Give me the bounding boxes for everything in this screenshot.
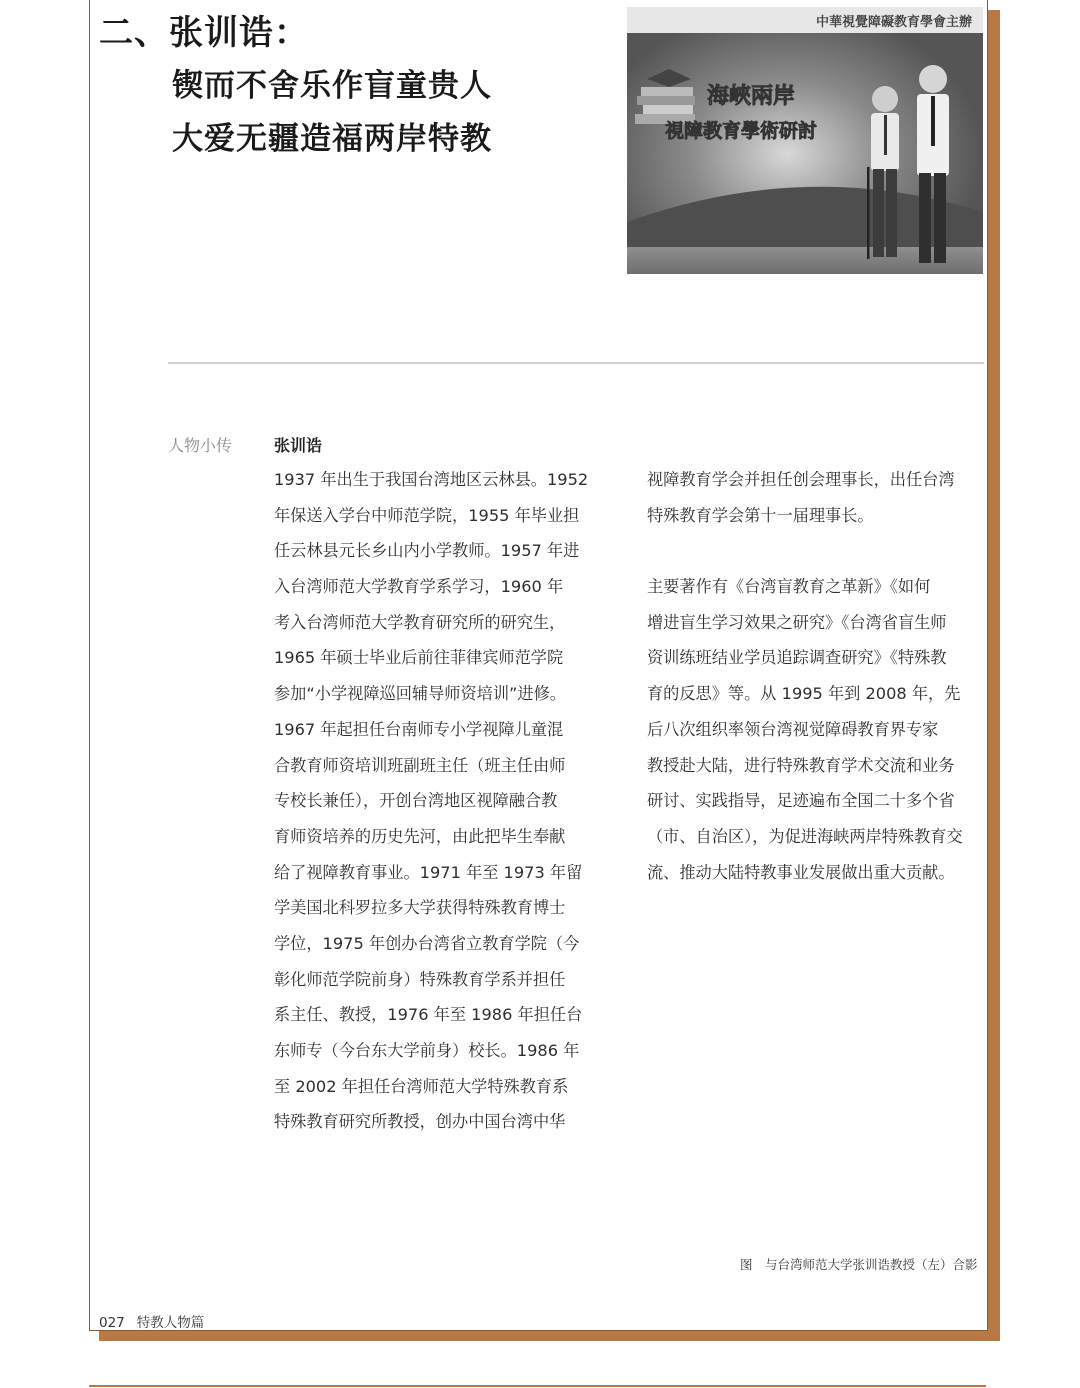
bio-text-line: 育师资培养的历史先河，由此把毕生奉献 bbox=[274, 826, 566, 846]
bio-column-right bbox=[647, 468, 963, 896]
banner-top-text: 中華視覺障礙教育學會主辦 bbox=[815, 15, 972, 30]
bio-text-line: 至 2002 年担任台湾师范大学特殊教育系 bbox=[274, 1076, 569, 1096]
bio-text-line: 特殊教育研究所教授，创办中国台湾中华 bbox=[274, 1112, 566, 1132]
bio-text-line: 特殊教育学会第十一届理事长。 bbox=[647, 505, 874, 525]
banner-title-1: 海峽兩岸 bbox=[707, 84, 796, 109]
bio-text-line: 专校长兼任），开创台湾地区视障融合教 bbox=[274, 791, 558, 811]
bio-text-line: 教授赴大陆，进行特殊教育学术交流和业务 bbox=[647, 755, 955, 775]
bio-text-line: 育的反思》等。从 1995 年到 2008 年，先 bbox=[647, 684, 961, 704]
bio-text-line: 视障教育学会并担任创会理事长，出任台湾 bbox=[647, 470, 955, 489]
photo-illustration bbox=[627, 7, 983, 274]
page-number: 027 bbox=[99, 1315, 125, 1331]
bio-text-line: 给了视障教育事业。1971 年至 1973 年留 bbox=[274, 862, 583, 882]
bio-text-line: 流、推动大陆特教事业发展做出重大贡献。 bbox=[647, 862, 955, 882]
page-footer bbox=[99, 1311, 204, 1331]
bio-text-line: 1967 年起担任台南师专小学视障儿童混 bbox=[274, 719, 564, 739]
bio-text-line: 1937 年出生于我国台湾地区云林县。1952 bbox=[274, 470, 589, 489]
bio-text-line bbox=[647, 539, 963, 575]
photo bbox=[627, 7, 983, 274]
bio-text-line: 研讨、实践指导，足迹遍布全国二十多个省 bbox=[647, 791, 955, 811]
chapter-heading: 二、张训诰： bbox=[99, 13, 309, 53]
bio-text-line: 参加“小学视障巡回辅导师资培训”进修。 bbox=[274, 684, 566, 704]
bio-text-line: 年保送入学台中师范学院，1955 年毕业担 bbox=[274, 505, 580, 525]
bio-text-line: 彰化师范学院前身）特殊教育学系并担任 bbox=[274, 969, 566, 989]
section-divider bbox=[168, 362, 984, 364]
bottom-rule bbox=[89, 1385, 986, 1387]
bio-text-line: 资训练班结业学员追踪调查研究》《特殊教 bbox=[647, 648, 947, 668]
bio-section-label: 人物小传 bbox=[168, 436, 233, 455]
banner-title-2: 視障教育學術研討 bbox=[665, 120, 818, 142]
bio-text-line: （市、自治区），为促进海峡两岸特殊教育交 bbox=[647, 826, 963, 846]
bio-text-line: 考入台湾师范大学教育研究所的研究生， bbox=[274, 612, 566, 632]
heading-subtitle-line-2: 大爱无疆造福两岸特教 bbox=[172, 121, 492, 157]
bio-name: 张训诰 bbox=[274, 436, 323, 455]
photo-caption: 图 与台湾师范大学张训诰教授（左）合影 bbox=[740, 1257, 978, 1272]
bio-text-line: 增进盲生学习效果之研究》《台湾省盲生师 bbox=[647, 612, 947, 632]
bio-text-line: 系主任、教授，1976 年至 1986 年担任台 bbox=[274, 1005, 583, 1025]
bio-text-line: 合教育师资培训班副班主任（班主任由师 bbox=[274, 755, 566, 775]
bio-text-line: 1965 年硕士毕业后前往菲律宾师范学院 bbox=[274, 648, 564, 668]
bio-text-line: 后八次组织率领台湾视觉障碍教育界专家 bbox=[647, 719, 939, 739]
footer-section-title: 特教人物篇 bbox=[136, 1315, 205, 1331]
bio-column-left bbox=[274, 468, 588, 1146]
heading-subtitle-line-1: 锲而不舍乐作盲童贵人 bbox=[172, 68, 492, 104]
bio-text-line: 东师专（今台东大学前身）校长。1986 年 bbox=[274, 1041, 580, 1060]
bio-text-line: 学位，1975 年创办台湾省立教育学院（今 bbox=[274, 933, 580, 953]
bio-text-line: 任云林县元长乡山内小学教师。1957 年进 bbox=[274, 541, 580, 561]
bio-text-line: 入台湾师范大学教育学系学习，1960 年 bbox=[274, 577, 564, 597]
bio-text-line: 主要著作有《台湾盲教育之革新》《如何 bbox=[647, 577, 931, 597]
bio-text-line: 学美国北科罗拉多大学获得特殊教育博士 bbox=[274, 898, 566, 918]
